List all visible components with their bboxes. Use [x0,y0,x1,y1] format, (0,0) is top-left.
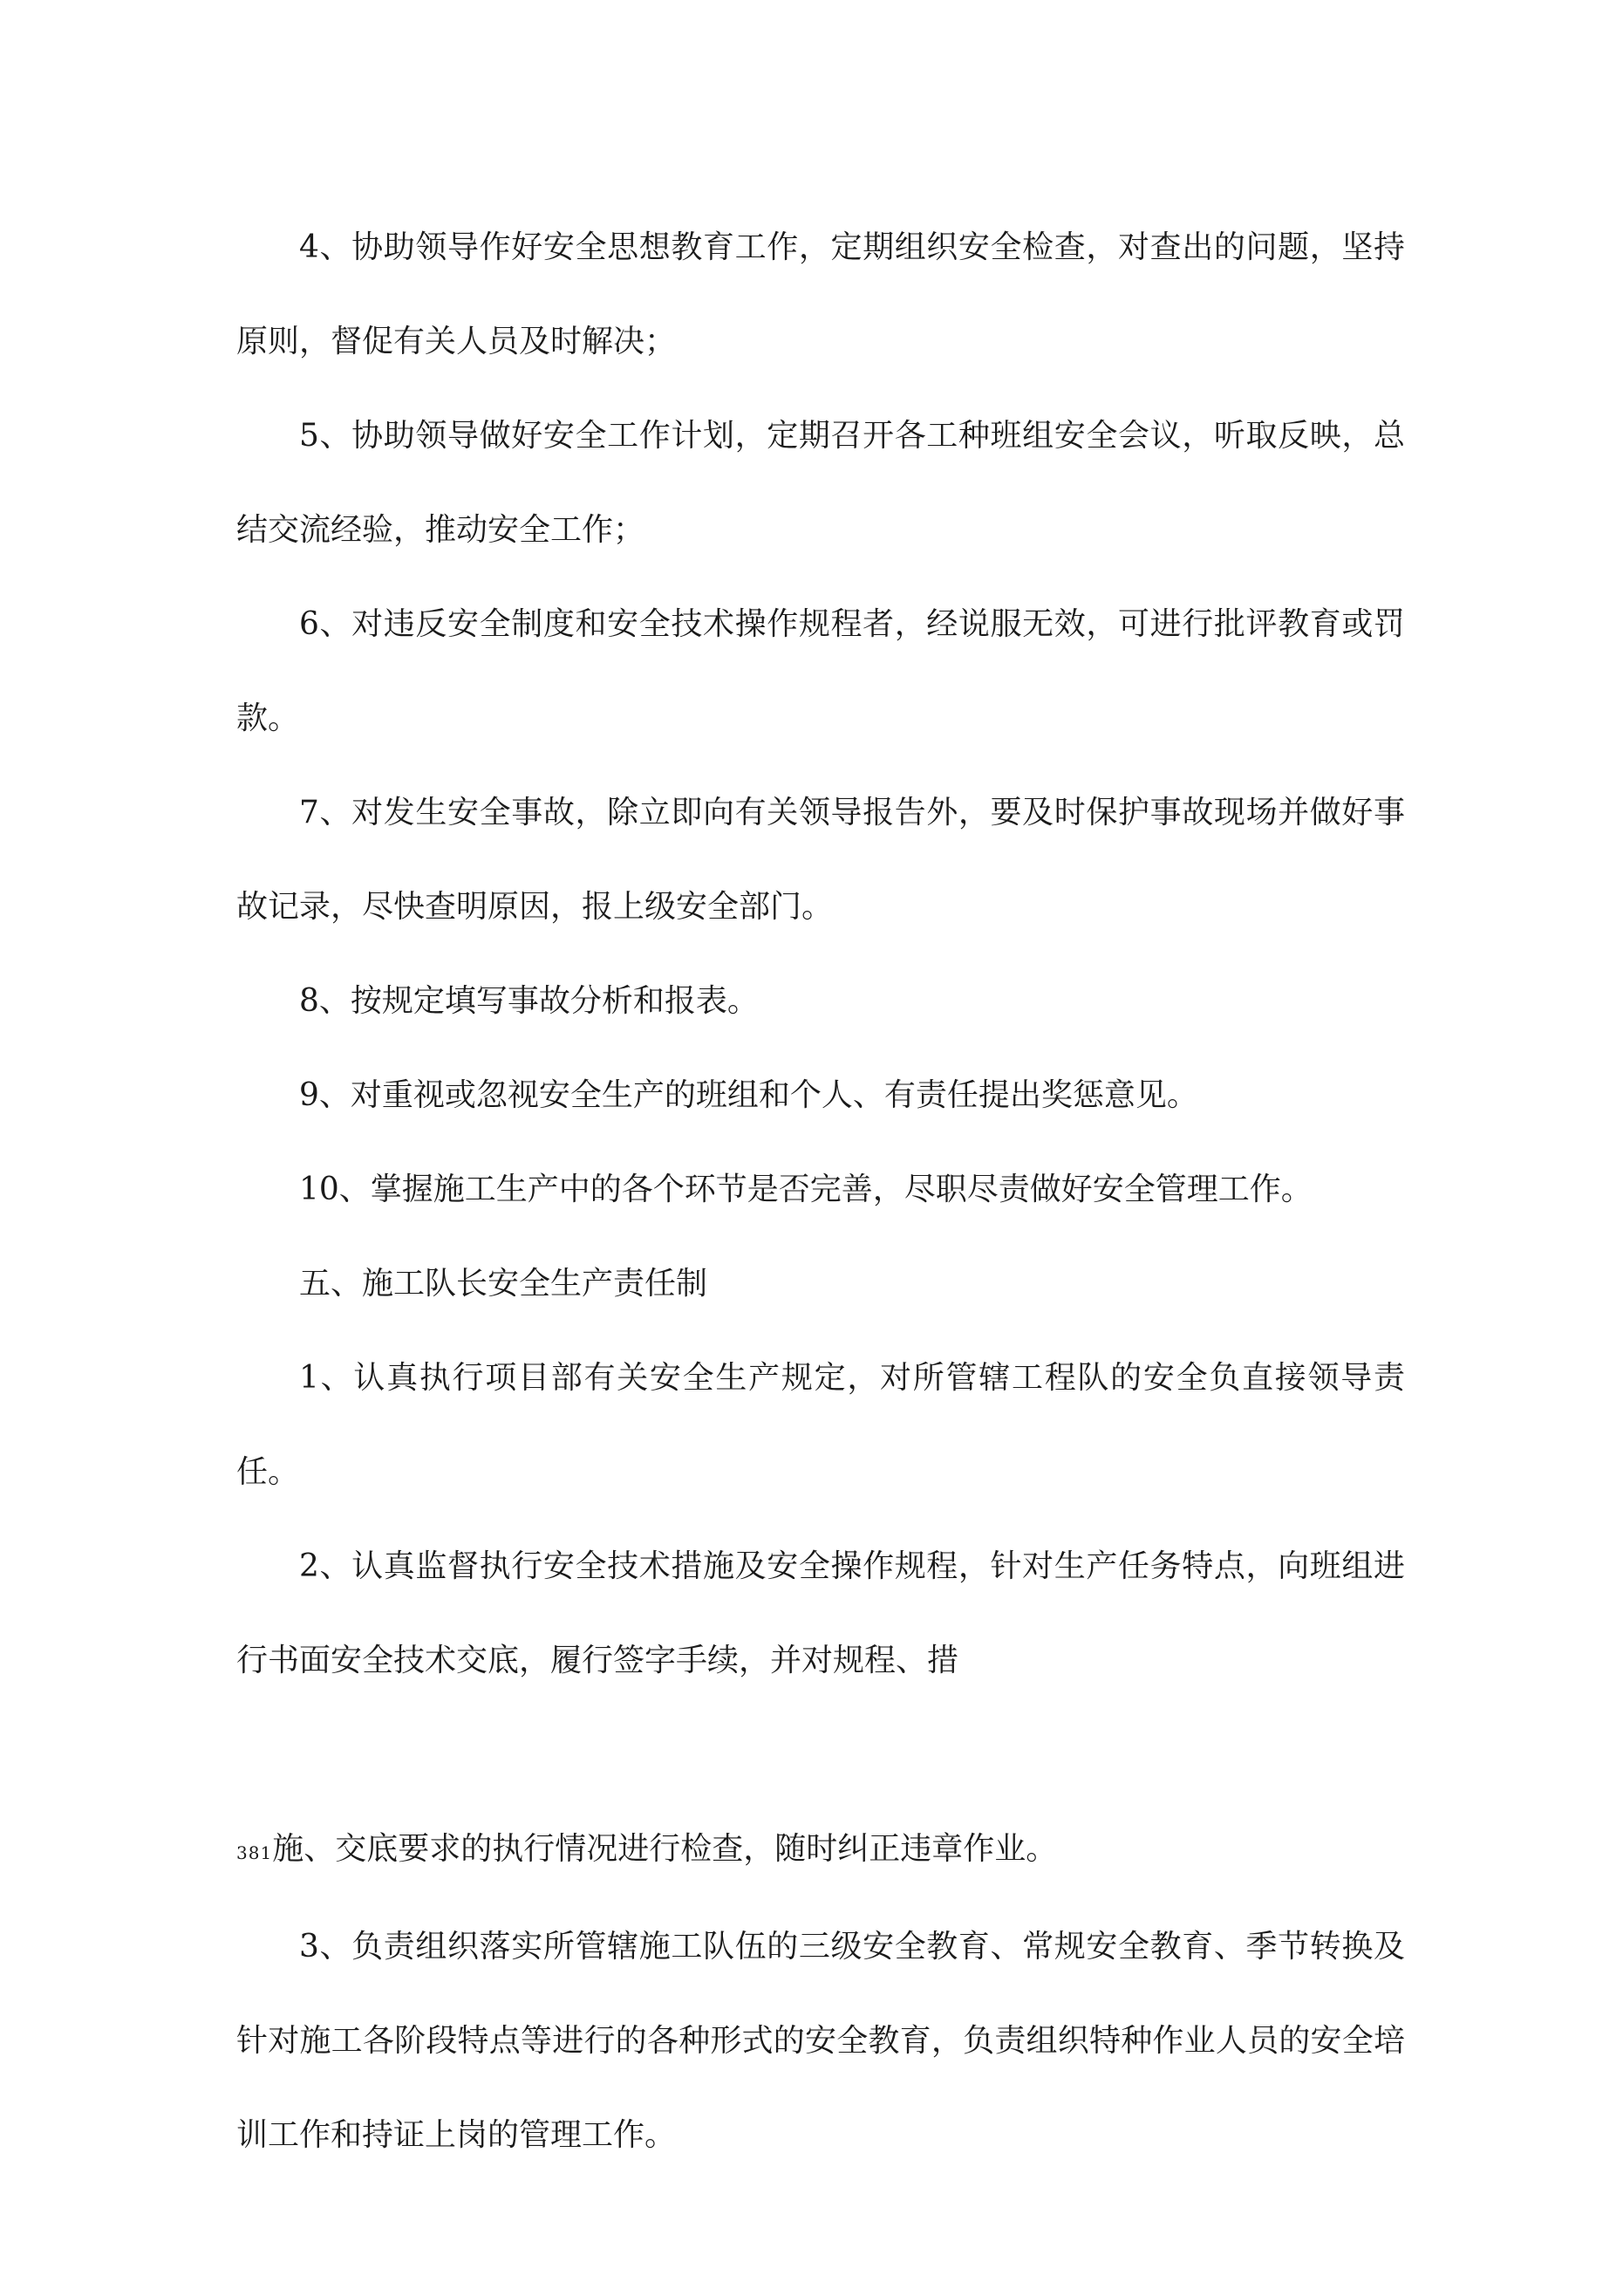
paragraph-item-4: 4、协助领导作好安全思想教育工作，定期组织安全检查，对查出的问题，坚持原则，督促有关人员及时解决； [236,229,1405,359]
continuation-line [236,1802,1405,1900]
paragraph-item-10: 10、掌握施工生产中的各个环节是否完善，尽职尽责做好安全管理工作。 [299,1172,1313,1207]
paragraph-section5-item-1: 1、认真执行项目部有关安全生产规定，对所管辖工程队的安全负直接领导责任。 [236,1360,1405,1490]
paragraph-item-5: 5、协助领导做好安全工作计划，定期召开各工种班组安全会议，听取反映，总结交流经验，推动安全工作； [236,418,1405,548]
section-heading: 五、施工队长安全生产责任制 [299,1266,708,1302]
paragraph-item-9: 9、对重视或忽视安全生产的班组和个人、有责任提出奖惩意见。 [299,1077,1198,1113]
paragraph-item-8: 8、按规定填写事故分析和报表。 [299,983,759,1019]
document-body [236,201,1405,2183]
page-break-gap [236,1708,1405,1802]
paragraph-item-7: 7、对发生安全事故，除立即向有关领导报告外，要及时保护事故现场并做好事故记录，尽快查明原因，报上级安全部门。 [236,795,1405,925]
page-number: 381 [236,1842,273,1863]
paragraph-item-6: 6、对违反安全制度和安全技术操作规程者，经说服无效，可进行批评教育或罚款。 [236,606,1405,736]
paragraph-section5-item-2: 2、认真监督执行安全技术措施及安全操作规程，针对生产任务特点，向班组进行书面安全技术交底，履行签字手续，并对规程、措 [236,1548,1405,1678]
paragraph-section5-item-3: 3、负责组织落实所管辖施工队伍的三级安全教育、常规安全教育、季节转换及针对施工各阶段特点等进行的各种形式的安全教育，负责组织特种作业人员的安全培训工作和持证上岗的管理工作。 [236,1929,1405,2153]
continuation-text: 施、交底要求的执行情况进行检查，随时纠正违章作业。 [272,1831,1058,1867]
